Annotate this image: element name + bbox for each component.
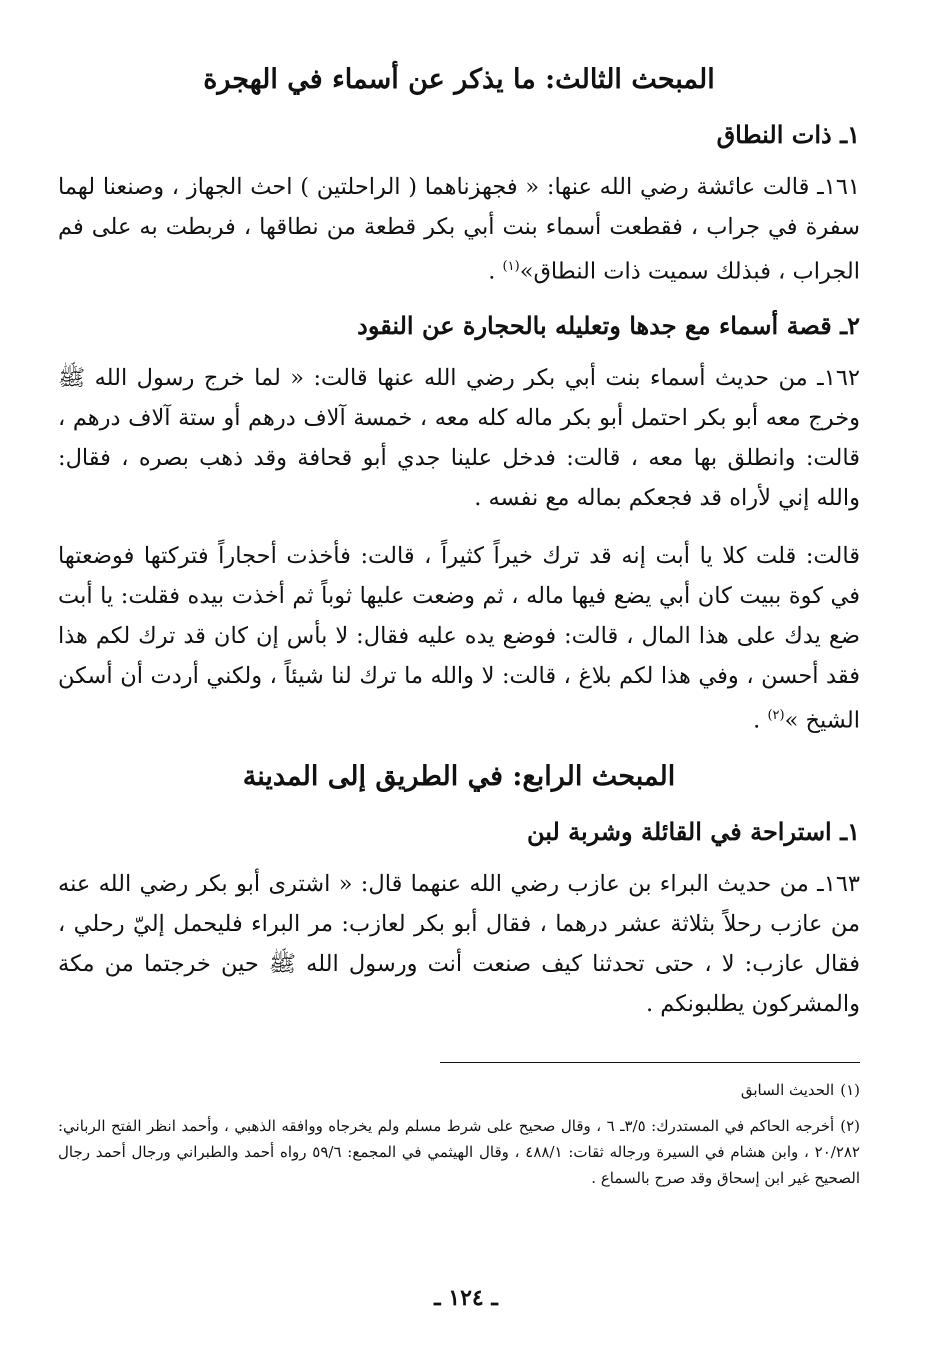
footnote-text: أخرجه الحاكم في المستدرك: ٣/٥ـ ٦ ، وقال صحيح على شرط مسلم ولم يخرجاه ووافقه الذهبي ، وأحمد انظر الفتح الرباني: ٢٠/٢٨٢ ، وابن هشام في السيرة ورجاله ثقات: ٤٨٨/١ ، وقال الهيثمي في المجمع: ٥٩/٦ رواه أحمد والطبراني ورجال أحمد رجال الصحيح غير ابن إسحاق وقد صرح بالسماع . <box>58 1117 860 1188</box>
footnote-text: الحديث السابق <box>740 1081 835 1100</box>
footnote-marker: (١) <box>840 1081 860 1100</box>
section-title: المبحث الرابع: في الطريق إلى المدينة <box>242 760 676 792</box>
paragraph-161 <box>58 167 860 292</box>
page-number: ـ ١٢٤ ـ <box>434 1285 498 1311</box>
footnote-1 <box>58 1077 860 1103</box>
footnote-ref[interactable]: (١) <box>502 259 520 275</box>
footnote-marker: (٢) <box>840 1117 861 1136</box>
footnote-2 <box>58 1113 860 1191</box>
footnote-divider <box>440 1062 860 1063</box>
paragraph-end: . <box>753 707 768 734</box>
paragraph-162: ١٦٢ـ من حديث أسماء بنت أبي بكر رضي الله عنها قالت: « لما خرج رسول الله ﷺ وخرج معه أبو بكر احتمل أبو بكر ماله كله معه ، خمسة آلاف درهم أو ستة آلاف درهم ، قالت: وانطلق بها معه ، قالت: فدخل علينا جدي أبو قحافة وقد ذهب بصره ، فقال: والله إني لأراه قد فجعكم بماله مع نفسه . <box>58 365 860 512</box>
subheading-rest-milk: ١ـ استراحة في القائلة وشربة لبن <box>526 816 860 846</box>
paragraph-text: قالت: قلت كلا يا أبت إنه قد ترك خيراً كثيراً ، قالت: فأخذت أحجاراً فتركتها فوضعتها في كوة ببيت كان أبي يضع فيها ماله ، ثم وضعت عليها ثوباً ثم أخذت بيده فقلت: يا أبت ضع يدك على هذا المال ، قالت: فوضع يده عليه فقال: لا بأس إن كان قد ترك لكم هذا فقد أحسن ، وفي هذا لكم بلاغ ، قالت: لا والله ما ترك لنا شيئاً ، ولكني أردت أن أسكن الشيخ » <box>58 543 860 734</box>
paragraph-162-cont <box>58 536 860 741</box>
section-title: المبحث الثالث: ما يذكر عن أسماء في الهجرة <box>203 64 715 95</box>
footnote-ref[interactable]: (٢) <box>767 708 785 724</box>
subheading-dhat-al-nitaq: ١ـ ذات النطاق <box>716 120 860 150</box>
book-page <box>58 62 860 1315</box>
paragraph-163: ١٦٣ـ من حديث البراء بن عازب رضي الله عنهما قال: « اشترى أبو بكر رضي الله عنه من عازب رحلاً بثلاثة عشر درهما ، فقال أبو بكر لعازب: مر البراء فليحمل إليّ رحلي ، فقال عازب: لا ، حتى تحدثنا كيف صنعت أنت ورسول الله ﷺ حين خرجتما من مكة والمشركون يطلبونكم . <box>58 871 860 1018</box>
subheading-asma-story: ٢ـ قصة أسماء مع جدها وتعليله بالحجارة عن النقود <box>357 310 860 340</box>
paragraph-end: . <box>488 258 503 285</box>
paragraph-text: ١٦١ـ قالت عائشة رضي الله عنها: « فجهزناهما ( الراحلتين ) احث الجهاز ، وصنعنا لهما سفرة في جراب ، فقطعت أسماء بنت أبي بكر قطعة من نطاقها ، فربطت به على فم الجراب ، فبذلك سميت ذات النطاق» <box>58 174 860 285</box>
